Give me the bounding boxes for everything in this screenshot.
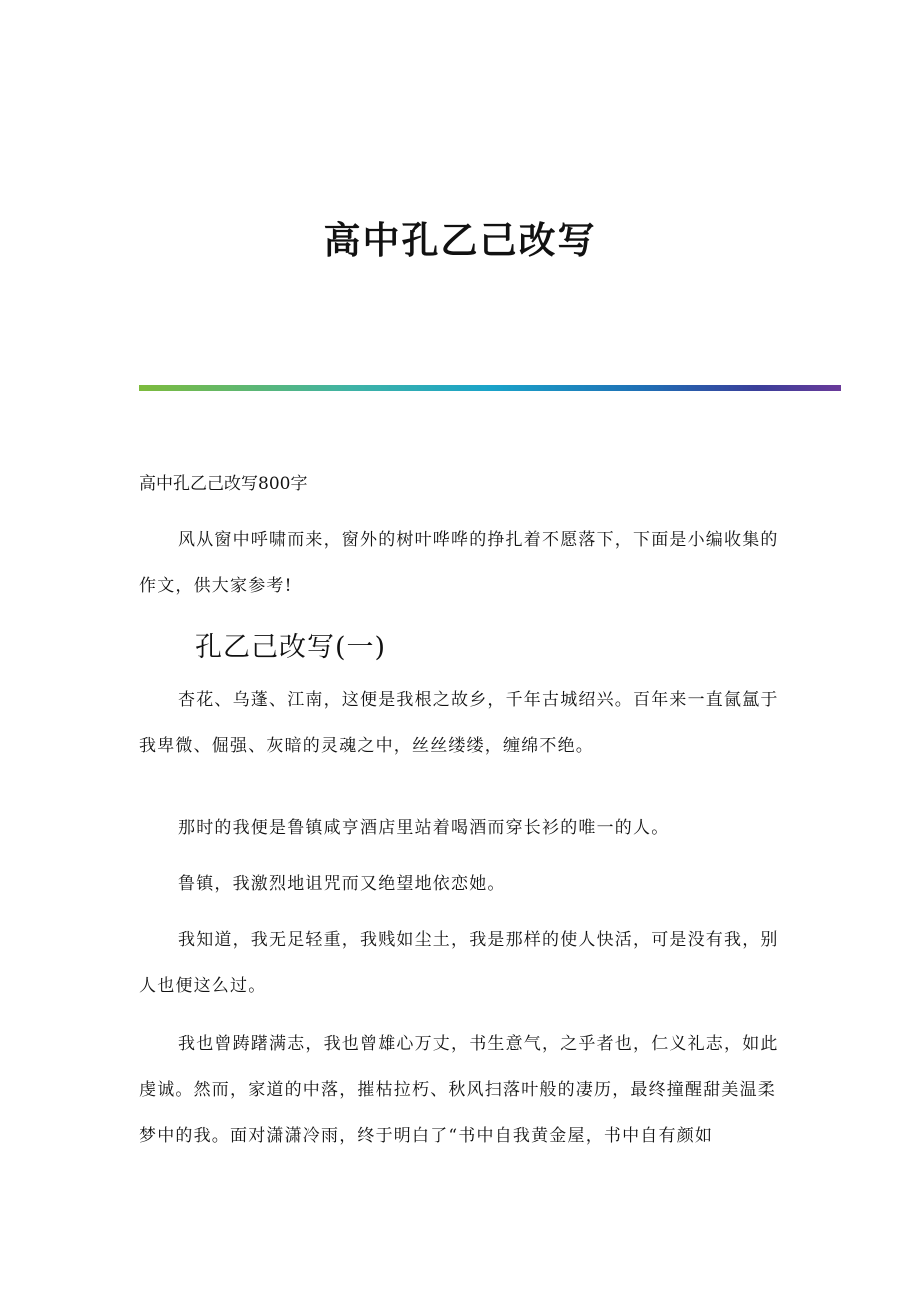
body-paragraph: 杏花、乌蓬、江南，这便是我根之故乡，千年古城绍兴。百年来一直氤氲于我卑微、倔强、灰暗的灵魂之中，丝丝缕缕，缠绵不绝。	[139, 690, 779, 756]
body-paragraph: 我也曾踌躇满志，我也曾雄心万丈，书生意气，之乎者也，仁义礼志，如此虔诚。然而，家道的中落，摧枯拉朽、秋风扫落叶般的凄历，最终撞醒甜美温柔梦中的我。面对潇潇冷雨，终于明白了“书中自我黄金屋，书中自有颜如	[139, 1034, 779, 1146]
intro-paragraph: 风从窗中呼啸而来，窗外的树叶哗哗的挣扎着不愿落下，下面是小编收集的作文，供大家参考!	[139, 530, 779, 596]
document-subtitle: 高中孔乙己改写800字	[139, 474, 308, 494]
body-paragraph: 我知道，我无足轻重，我贱如尘土，我是那样的使人快活，可是没有我，别人也便这么过。	[139, 930, 779, 996]
gradient-divider	[139, 385, 841, 391]
section-heading: 孔乙己改写(一)	[195, 632, 387, 663]
document-title: 高中孔乙己改写	[323, 218, 597, 262]
body-paragraph: 那时的我便是鲁镇咸亨酒店里站着喝酒而穿长衫的唯一的人。	[178, 818, 670, 838]
body-paragraph: 鲁镇，我激烈地诅咒而又绝望地依恋她。	[178, 874, 506, 894]
